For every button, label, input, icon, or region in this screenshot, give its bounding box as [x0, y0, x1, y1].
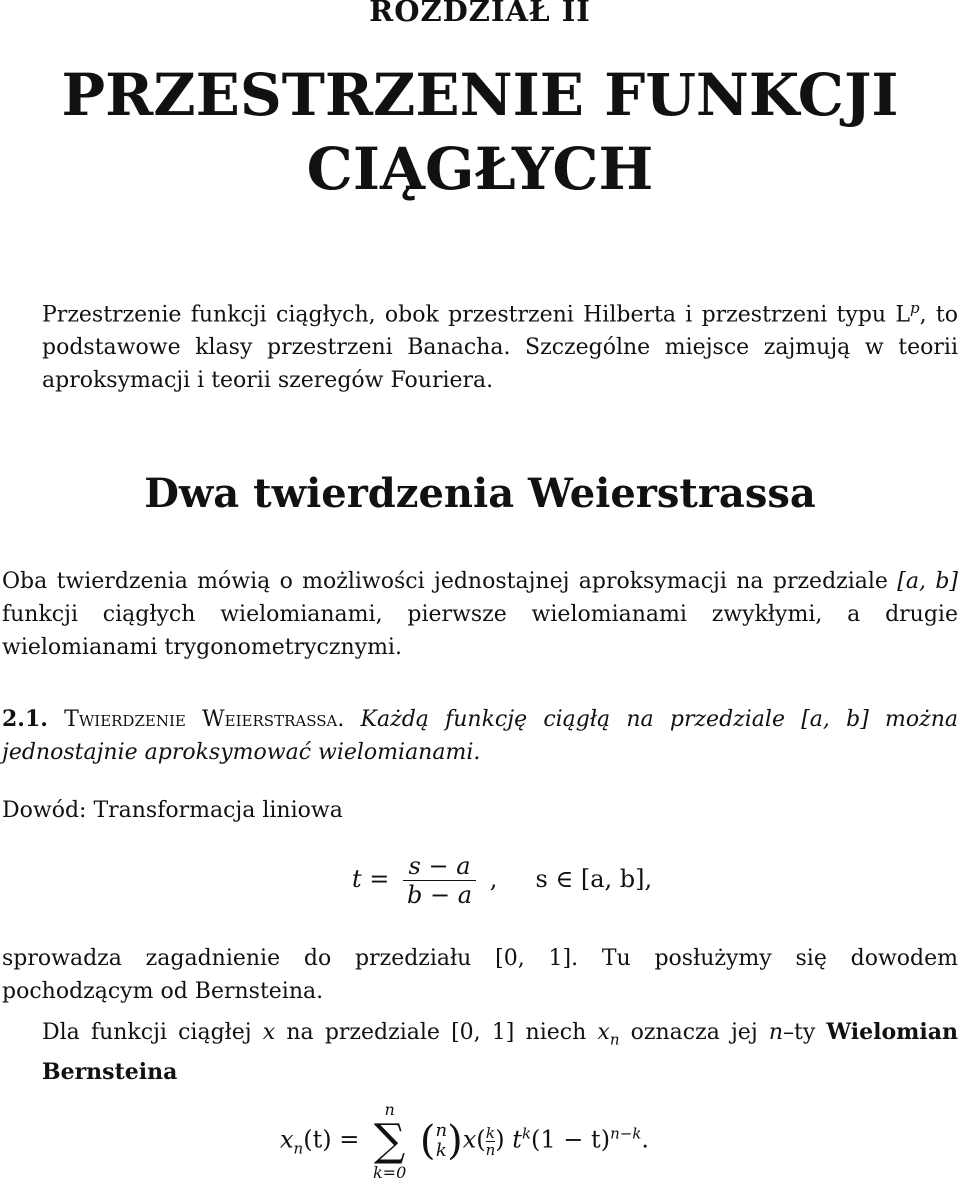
- eq-denominator: b − a: [407, 881, 473, 909]
- small-fraction: [486, 1125, 496, 1158]
- binom-bottom: k: [435, 1140, 447, 1161]
- chapter-title-line2: CIĄGŁYCH: [306, 135, 654, 203]
- section-paragraph: [2, 565, 958, 664]
- sum-symbol: [373, 1100, 406, 1182]
- b-term: x: [462, 1125, 477, 1154]
- b-t-exp: k: [521, 1124, 532, 1143]
- bernstein-equation: $x_n(t)$ = n ∑ k=0 ( n k )x( $\frac{k}{n}$ ) $t^k(1 - t)^{n-k}$.: [280, 1100, 650, 1182]
- section-para-post: funkcji ciągłych wielomianami, pierwsze wielomianami zwykłymi, a drugie wielomianami trygonometrycznymi.: [2, 602, 958, 660]
- b-lhs: x: [280, 1125, 294, 1154]
- b-lhs-sub: n: [293, 1139, 304, 1158]
- theorem-number: 2.1.: [2, 706, 48, 732]
- binomial: [436, 1121, 448, 1161]
- intro-sup: p: [910, 299, 920, 317]
- sigma-icon: ∑: [373, 1115, 406, 1166]
- proof-intro: Dowód: Transformacja liniowa: [2, 798, 343, 823]
- bernstein-term: Wielomian Bernsteina: [42, 1019, 959, 1086]
- eq-fraction: [403, 852, 476, 909]
- theorem: [2, 703, 958, 769]
- binom-top: n: [435, 1120, 448, 1141]
- section-para-interval: [a, b]: [897, 569, 958, 594]
- p2-pre: Dla funkcji ciągłej: [42, 1020, 263, 1045]
- transformation-equation: [352, 852, 652, 909]
- intro-paragraph: [2, 292, 958, 397]
- b-exp2: n−k: [610, 1124, 642, 1143]
- binom-close: ): [447, 1118, 463, 1164]
- section-heading: Dwa twierdzenia Weierstrassa: [144, 470, 816, 517]
- b-t: t: [512, 1125, 522, 1154]
- theorem-name: Twierdzenie Weierstrassa.: [64, 707, 345, 732]
- b-lhs-arg: (t) =: [303, 1125, 360, 1154]
- eq-numerator: s − a: [403, 852, 476, 881]
- sum-lower: k=0: [372, 1163, 407, 1182]
- section-para-pre: Oba twierdzenia mówią o możliwości jednostajnej aproksymacji na przedziale: [2, 569, 898, 594]
- p2-xn: x: [597, 1020, 610, 1045]
- intro-text: Przestrzenie funkcji ciągłych, obok przestrzeni Hilberta i przestrzeni typu L: [42, 302, 910, 328]
- binom-open: (: [419, 1118, 436, 1164]
- p2-mid3: –ty: [782, 1020, 827, 1045]
- p2-mid: na przedziale [0, 1] niech: [275, 1020, 598, 1045]
- sum-upper: n: [384, 1100, 395, 1119]
- p2-mid2: oznacza jej: [619, 1020, 769, 1045]
- proof-paragraph-2: [2, 1016, 958, 1089]
- eq-lhs: t =: [352, 865, 390, 893]
- b-one-minus: (1 − t): [531, 1125, 611, 1154]
- chapter-label: ROZDZIAŁ II: [369, 0, 591, 28]
- chapter-title-line1: PRZESTRZENIE FUNKCJI: [61, 61, 899, 129]
- small-frac-den: n: [485, 1140, 496, 1159]
- p2-n: n: [768, 1020, 783, 1045]
- intro-text-2: , to podstawowe klasy przestrzeni Banacha. Szczególne miejsce zajmują w teorii aproksymacji i teorii szeregów Fouriera.: [42, 302, 958, 394]
- p2-x: x: [262, 1020, 276, 1045]
- p2-xn-sub: n: [609, 1030, 620, 1049]
- theorem-statement: Każdą funkcję ciągłą na przedziale [a, b] można jednostajnie aproksymować wielomianami.: [2, 707, 958, 765]
- small-frac-num: k: [485, 1123, 495, 1142]
- b-end: .: [641, 1125, 650, 1154]
- eq-rest: , s ∈ [a, b],: [489, 865, 653, 893]
- proof-paragraph-1: sprowadza zagadnienie do przedziału [0, 1]. Tu posłużymy się dowodem pochodzącym od Bernsteina.: [2, 946, 958, 1004]
